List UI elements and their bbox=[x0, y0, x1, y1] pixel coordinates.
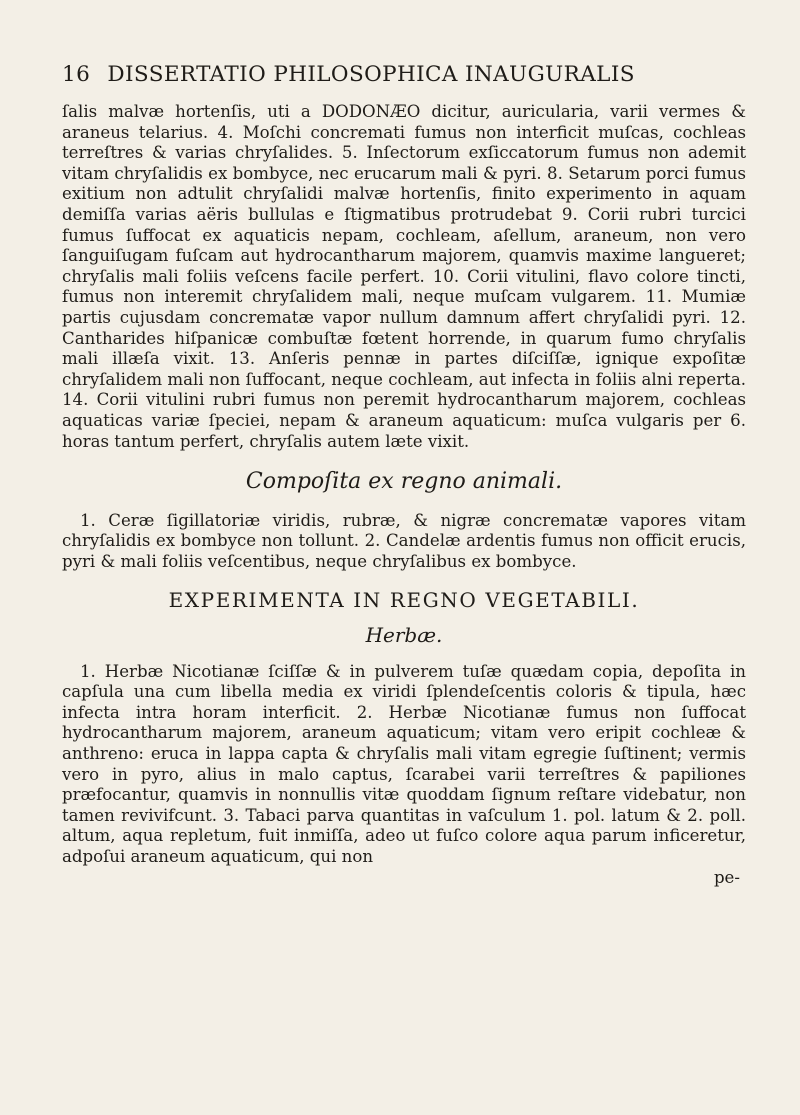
running-header bbox=[62, 62, 762, 87]
catchword: pe- bbox=[713, 867, 740, 887]
paragraph-nicotiana: 1. Herbæ Nicotianæ ſciſſæ & in pulverem tuſæ quædam copia, depoſita in capſula una cum libella media ex viridi ſplendeſcentis coloris & tipula, hæc infecta intra horam interficit. 2. Herbæ Nicotianæ fumus non ſuffocat hydrocantharum majorem, araneum aquaticum; vitam vero eripit cochleæ & anthreno: eruca in lappa capta & chryſalis mali vitam egregie ſuſtinent; vermis vero in pyro, alius in malo captus, ſcarabei varii terreſtres & papiliones præfocantur, quamvis in nonnullis vitæ quoddam ſignum reſtare videbatur, non tamen revivifcunt. 3. Tabaci parva quantitas in vaſculum 1. pol. latum & 2. poll. altum, aqua repletum, fuit inmiſſa, adeo ut fuſco colore aqua parum inficeretur, adpoſui araneum aquaticum, qui non bbox=[62, 661, 746, 866]
page-number: 16 bbox=[62, 62, 91, 87]
paragraph-animal-fumes: ſalis malvæ hortenſis, uti a DODONÆO dicitur, auricularia, varii vermes & araneus telarius. 4. Moſchi concremati fumus non interficit muſcas, cochleas terreſtres & varias chryſalides. 5. Inſectorum exſiccatorum fumus non ademit vitam chryſalidis ex bombyce, nec erucarum mali & pyri. 8. Setarum porci fumus exitium non adtulit chryſalidi malvæ hortenſis, finito experimento in aquam demiſſa varias aëris bullulas e ſtigmatibus protrudebat 9. Corii rubri turcici fumus ſuffocat ex aquaticis nepam, cochleam, aſellum, araneum, non vero ſanguiſugam fuſcam aut hydrocantharum majorem, quamvis maxime langueret; chryſalis mali foliis veſcens facile perfert. 10. Corii vitulini, flavo colore tincti, fumus non interemit chryſalidem mali, neque muſcam vulgarem. 11. Mumiæ partis cujusdam concrematæ vapor nullum damnum affert chryſalidi pyri. 12. Cantharides hiſpanicæ combuſtæ fœtent horrende, in quarum fumo chryſalis mali illæſa vixit. 13. Anſeris pennæ in partes diſciſſæ, ignique expoſitæ chryſalidem mali non ſuffocant, neque cochleam, aut infecta in foliis alni reperta. 14. Corii vitulini rubri fumus non peremit hydrocantharum majorem, cochleas aquaticas variæ ſpeciei, nepam & araneum aquaticum: muſca vulgaris per 6. horas tantum perfert, chryſalis autem læte vixit. bbox=[62, 102, 746, 451]
subheading-herbae: Herbæ. bbox=[365, 623, 443, 648]
paragraph-wax-candle: 1. Ceræ ſigillatoriæ viridis, rubræ, & nigræ concrematæ vapores vitam chryſalidis ex bombyce non tollunt. 2. Candelæ ardentis fumus non officit erucis, pyri & mali foliis veſcentibus, neque chryſalibus ex bombyce. bbox=[62, 510, 746, 571]
running-title: DISSERTATIO PHILOSOPHICA INAUGURALIS bbox=[107, 62, 635, 87]
section-heading-experimenta: EXPERIMENTA IN REGNO VEGETABILI. bbox=[168, 588, 640, 613]
section-heading-composita: Compoſita ex regno animali. bbox=[245, 469, 563, 495]
text-block bbox=[62, 102, 746, 888]
